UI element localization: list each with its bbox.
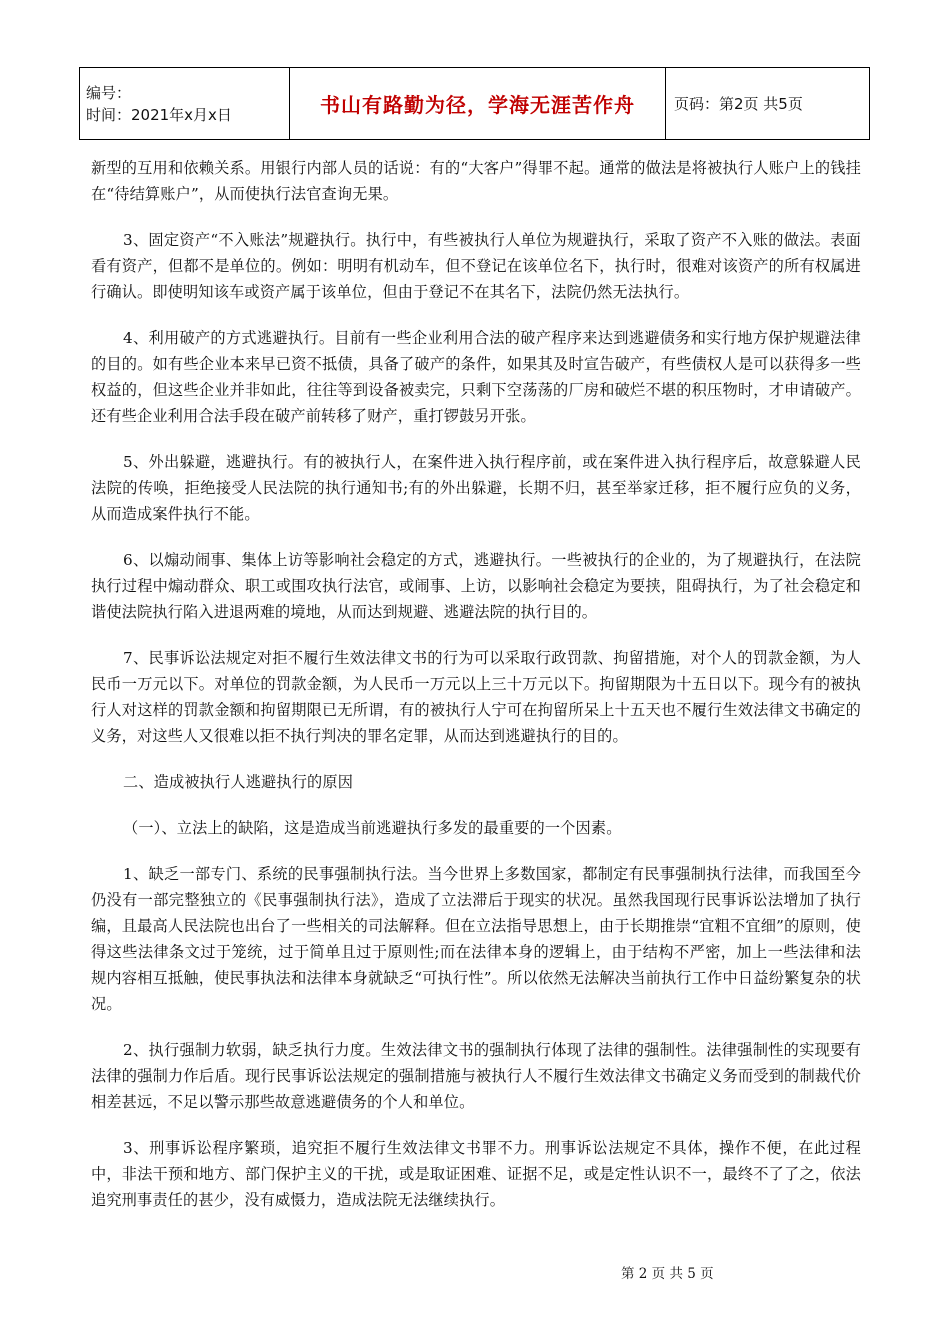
document-header: [79, 67, 870, 140]
page-footer: 第 2 页 共 5 页: [621, 1266, 714, 1282]
body-paragraph: 1、缺乏一部专门、系统的民事强制执行法。当今世界上多数国家，都制定有民事强制执行法律，而我国至今仍没有一部完整独立的《民事强制执行法》，造成了立法滞后于现实的状况。虽然我国现行民事诉讼法增加了执行编，且最高人民法院也出台了一些相关的司法解释。但在立法指导思想上，由于长期推崇“宜粗不宜细”的原则，使得这些法律条文过于笼统，过于简单且过于原则性;而在法律本身的逻辑上，由于结构不严密，加上一些法律和法规内容相互抵触，使民事执法和法律本身就缺乏“可执行性”。所以依然无法解决当前执行工作中日益纷繁复杂的状况。: [91, 865, 861, 1013]
body-paragraph: 新型的互用和依赖关系。用银行内部人员的话说：有的“大客户”得罪不起。通常的做法是将被执行人账户上的钱挂在“待结算账户”，从而使执行法官查询无果。: [91, 159, 861, 203]
header-page-label: 页码：第2页 共5页: [666, 68, 870, 140]
body-paragraph: 3、固定资产“不入账法”规避执行。执行中，有些被执行人单位为规避执行，采取了资产不入账的做法。表面看有资产，但都不是单位的。例如：明明有机动车，但不登记在该单位名下，执行时，很难对该资产的所有权属进行确认。即使明知该车或资产属于该单位，但由于登记不在其名下，法院仍然无法执行。: [91, 231, 861, 301]
body-paragraph: 3、刑事诉讼程序繁琐，追究拒不履行生效法律文书罪不力。刑事诉讼法规定不具体，操作不便，在此过程中，非法干预和地方、部门保护主义的干扰，或是取证困难、证据不足，或是定性认识不一，最终不了了之，依法追究刑事责任的甚少，没有威慑力，造成法院无法继续执行。: [91, 1139, 861, 1209]
document-body: [91, 155, 861, 1233]
header-meta-cell: [80, 68, 290, 140]
body-paragraph: 7、民事诉讼法规定对拒不履行生效法律文书的行为可以采取行政罚款、拘留措施，对个人的罚款金额，为人民币一万元以下。对单位的罚款金额，为人民币一万元以上三十万元以下。拘留期限为十五日以下。现今有的被执行人对这样的罚款金额和拘留期限已无所谓，有的被执行人宁可在拘留所呆上十五天也不履行生效法律文书确定的义务，对这些人又很难以拒不执行判决的罪名定罪，从而达到逃避执行的目的。: [91, 649, 861, 745]
document-date-label: 时间：2021年x月x日: [86, 105, 232, 124]
body-paragraph: 4、利用破产的方式逃避执行。目前有一些企业利用合法的破产程序来达到逃避债务和实行地方保护规避法律的目的。如有些企业本来早已资不抵债，具备了破产的条件，如果其及时宣告破产，有些债权人是可以获得多一些权益的，但这些企业并非如此，往往等到设备被卖完，只剩下空荡荡的厂房和破烂不堪的积压物时，才申请破产。还有些企业利用合法手段在破产前转移了财产，重打锣鼓另开张。: [91, 329, 861, 425]
document-number-label: 编号：: [86, 83, 132, 102]
body-paragraph: 2、执行强制力软弱，缺乏执行力度。生效法律文书的强制执行体现了法律的强制性。法律强制性的实现要有法律的强制力作后盾。现行民事诉讼法规定的强制措施与被执行人不履行生效法律文书确定义务而受到的制裁代价相差甚远，不足以警示那些故意逃避债务的个人和单位。: [91, 1041, 861, 1111]
subsection-heading: （一）、立法上的缺陷，这是造成当前逃避执行多发的最重要的一个因素。: [123, 819, 622, 837]
body-paragraph: 5、外出躲避，逃避执行。有的被执行人，在案件进入执行程序前，或在案件进入执行程序后，故意躲避人民法院的传唤，拒绝接受人民法院的执行通知书;有的外出躲避，长期不归，甚至举家迁移，拒不履行应负的义务，从而造成案件执行不能。: [91, 453, 861, 523]
header-motto: 书山有路勤为径，学海无涯苦作舟: [290, 68, 666, 140]
section-heading: 二、造成被执行人逃避执行的原因: [123, 773, 354, 791]
body-paragraph: 6、以煽动闹事、集体上访等影响社会稳定的方式，逃避执行。一些被执行的企业的，为了规避执行，在法院执行过程中煽动群众、职工或围攻执行法官，或闹事、上访，以影响社会稳定为要挟，阻碍执行，为了社会稳定和谐使法院执行陷入进退两难的境地，从而达到规避、逃避法院的执行目的。: [91, 551, 861, 621]
